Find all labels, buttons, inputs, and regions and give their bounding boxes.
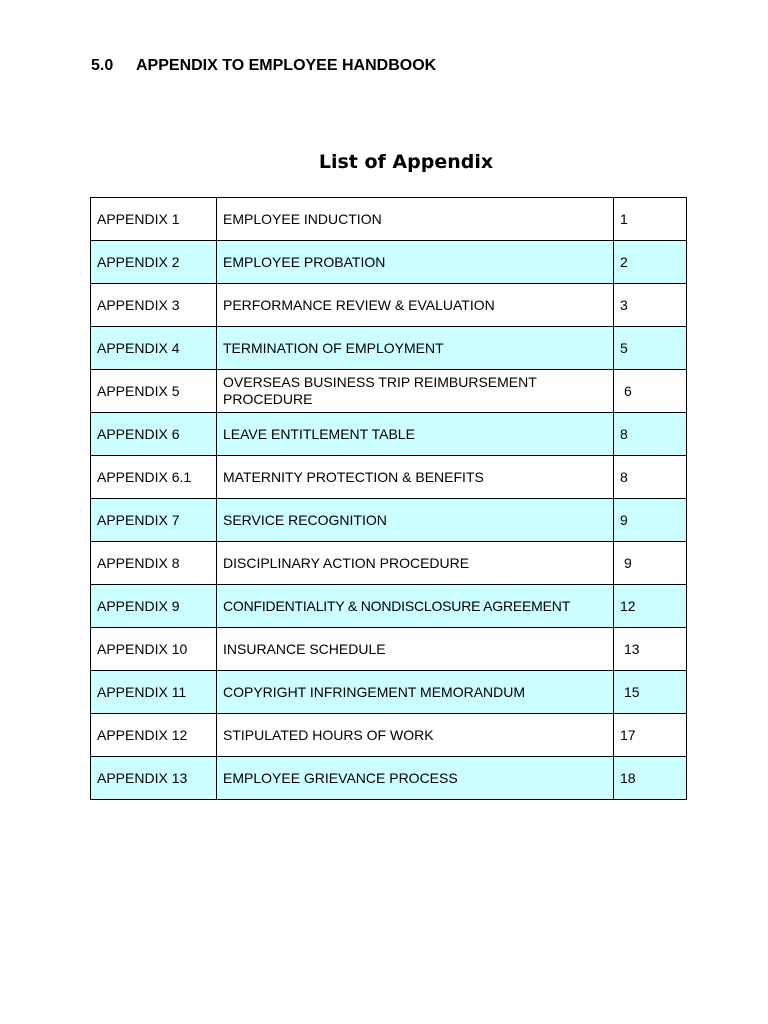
page-number-cell: 18	[614, 757, 687, 800]
table-row	[91, 370, 687, 413]
page-number-cell: 3	[614, 284, 687, 327]
table-row	[91, 241, 687, 284]
appendix-title-cell: TERMINATION OF EMPLOYMENT	[217, 327, 614, 370]
page-number-cell: 12	[614, 585, 687, 628]
appendix-title-cell: EMPLOYEE INDUCTION	[217, 198, 614, 241]
page-number-cell: 6	[614, 370, 687, 413]
page-number-cell: 8	[614, 413, 687, 456]
appendix-table	[90, 197, 687, 800]
appendix-title-cell: STIPULATED HOURS OF WORK	[217, 714, 614, 757]
page-number-cell: 5	[614, 327, 687, 370]
section-number: 5.0	[91, 57, 114, 74]
table-row	[91, 542, 687, 585]
table-row	[91, 757, 687, 800]
appendix-number-cell: APPENDIX 1	[91, 198, 217, 241]
appendix-number-cell: APPENDIX 2	[91, 241, 217, 284]
appendix-title-cell: CONFIDENTIALITY & NONDISCLOSURE AGREEMENT	[217, 585, 614, 628]
appendix-number-cell: APPENDIX 10	[91, 628, 217, 671]
page-number-cell: 13	[614, 628, 687, 671]
list-title: List of Appendix	[318, 151, 494, 173]
table-row	[91, 284, 687, 327]
page-number-cell: 17	[614, 714, 687, 757]
appendix-number-cell: APPENDIX 13	[91, 757, 217, 800]
table-row	[91, 413, 687, 456]
appendix-number-cell: APPENDIX 3	[91, 284, 217, 327]
page-number-cell: 8	[614, 456, 687, 499]
section-title: APPENDIX TO EMPLOYEE HANDBOOK	[136, 57, 437, 74]
appendix-table-body	[91, 198, 687, 800]
appendix-number-cell: APPENDIX 6	[91, 413, 217, 456]
table-row	[91, 198, 687, 241]
appendix-number-cell: APPENDIX 5	[91, 370, 217, 413]
appendix-number-cell: APPENDIX 7	[91, 499, 217, 542]
table-row	[91, 327, 687, 370]
page-number-cell: 1	[614, 198, 687, 241]
appendix-number-cell: APPENDIX 12	[91, 714, 217, 757]
appendix-title-cell: COPYRIGHT INFRINGEMENT MEMORANDUM	[217, 671, 614, 714]
page-number-cell: 2	[614, 241, 687, 284]
page-number-cell: 9	[614, 499, 687, 542]
appendix-number-cell: APPENDIX 8	[91, 542, 217, 585]
appendix-number-cell: APPENDIX 6.1	[91, 456, 217, 499]
appendix-title-cell: INSURANCE SCHEDULE	[217, 628, 614, 671]
appendix-title-cell: EMPLOYEE PROBATION	[217, 241, 614, 284]
page-number-cell: 9	[614, 542, 687, 585]
table-row	[91, 714, 687, 757]
appendix-title-cell: LEAVE ENTITLEMENT TABLE	[217, 413, 614, 456]
section-heading	[91, 57, 436, 75]
appendix-title-cell: OVERSEAS BUSINESS TRIP REIMBURSEMENT PROCEDURE	[217, 370, 614, 413]
table-row	[91, 456, 687, 499]
appendix-title-cell: EMPLOYEE GRIEVANCE PROCESS	[217, 757, 614, 800]
appendix-title-cell: MATERNITY PROTECTION & BENEFITS	[217, 456, 614, 499]
page-number-cell: 15	[614, 671, 687, 714]
appendix-title-cell: SERVICE RECOGNITION	[217, 499, 614, 542]
table-row	[91, 585, 687, 628]
appendix-number-cell: APPENDIX 11	[91, 671, 217, 714]
appendix-title-cell: DISCIPLINARY ACTION PROCEDURE	[217, 542, 614, 585]
appendix-number-cell: APPENDIX 9	[91, 585, 217, 628]
table-row	[91, 671, 687, 714]
appendix-number-cell: APPENDIX 4	[91, 327, 217, 370]
table-row	[91, 628, 687, 671]
table-row	[91, 499, 687, 542]
appendix-title-cell: PERFORMANCE REVIEW & EVALUATION	[217, 284, 614, 327]
